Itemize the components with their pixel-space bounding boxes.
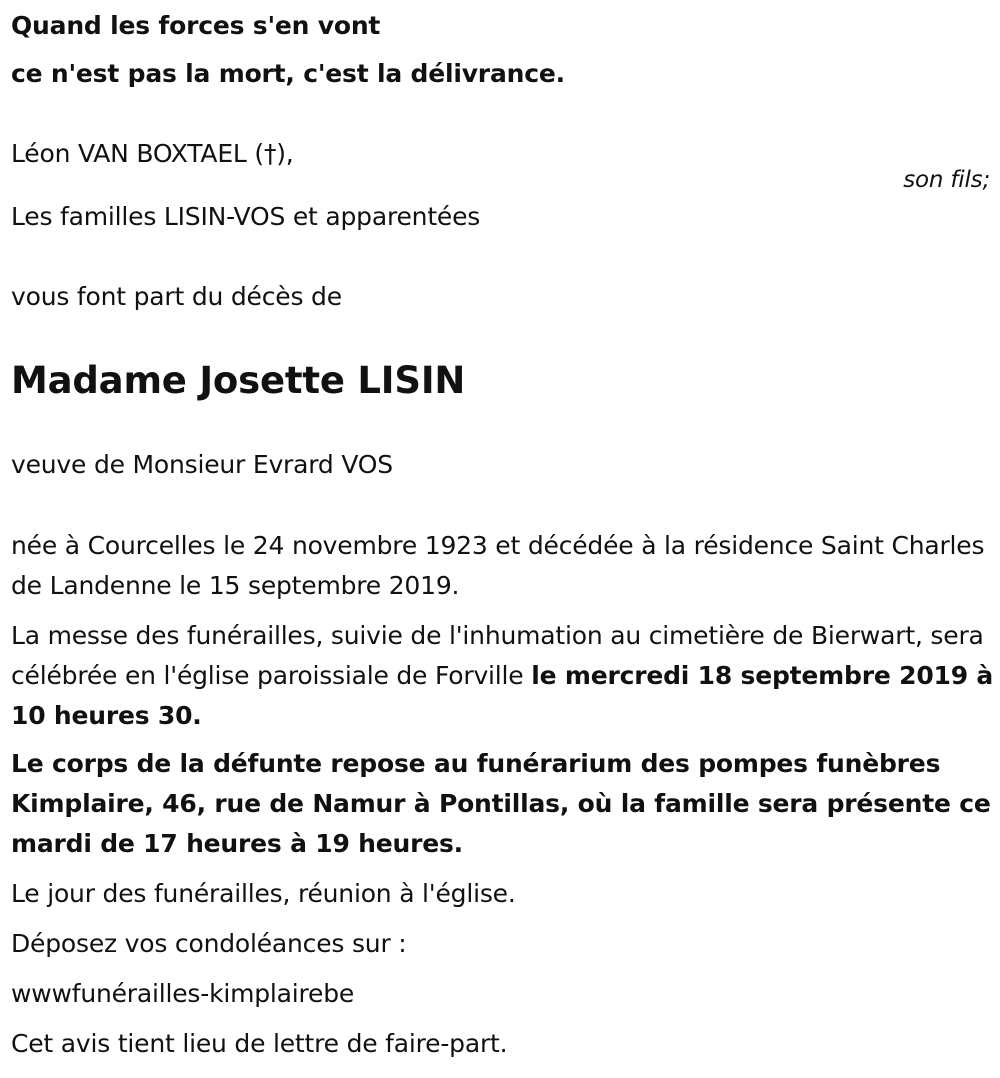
- ceremony-date: le mercredi 18 septembre 2019 à 10 heures 30.: [11, 661, 994, 730]
- condolences-label: Déposez vos condoléances sur :: [11, 929, 407, 958]
- ceremony-intro: La messe des funérailles, suivie de l'inhumation au cimetière de Bierwart, sera célébrée en l'église paroissiale de Forville: [11, 621, 984, 690]
- reunion-line: Le jour des funérailles, réunion à l'église.: [11, 879, 516, 908]
- widow-of-line: veuve de Monsieur Evrard VOS: [11, 450, 393, 479]
- families-line: Les familles LISIN-VOS et apparentées: [11, 202, 481, 231]
- announce-line: vous font part du décès de: [11, 282, 342, 311]
- condolences-website: wwwfunérailles-kimplairebe: [11, 979, 355, 1008]
- birth-death-paragraph: née à Courcelles le 24 novembre 1923 et décédée à la résidence Saint Charles de Landenne le 15 septembre 2019.: [11, 531, 985, 600]
- repose-paragraph: Le corps de la défunte repose au funérarium des pompes funèbres Kimplaire, 46, rue de Namur à Pontillas, où la famille sera présente ce mardi de 17 heures à 19 heures.: [11, 749, 991, 858]
- deceased-name: Madame Josette LISIN: [11, 359, 466, 402]
- ceremony-paragraph: [11, 616, 996, 736]
- epitaph-line-2: ce n'est pas la mort, c'est la délivrance.: [11, 59, 565, 88]
- closing-line: Cet avis tient lieu de lettre de faire-part.: [11, 1029, 508, 1058]
- son-name: Léon VAN BOXTAEL (†),: [11, 139, 294, 168]
- epitaph-line-1: Quand les forces s'en vont: [11, 11, 381, 40]
- son-role: son fils;: [903, 167, 990, 193]
